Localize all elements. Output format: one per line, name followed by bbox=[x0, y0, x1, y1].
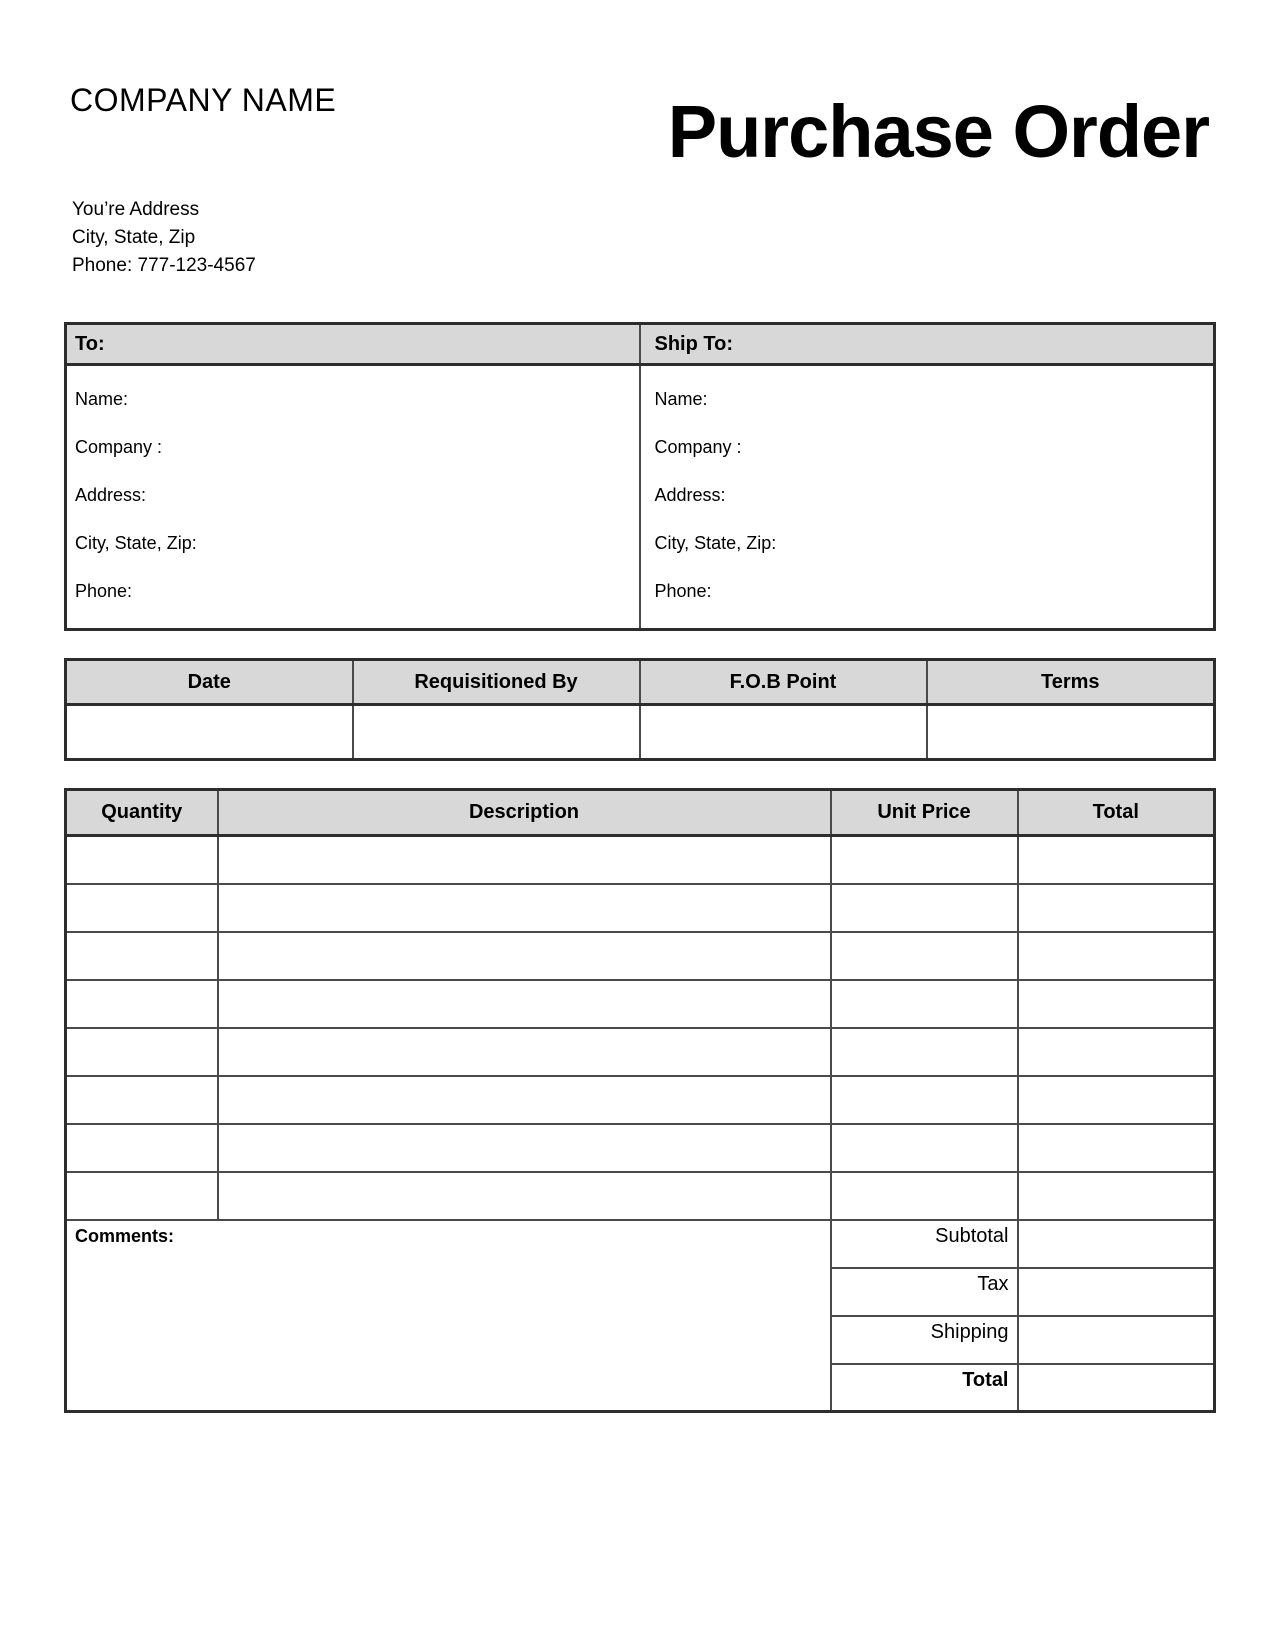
quantity-cell bbox=[66, 980, 218, 1028]
company-name: COMPANY NAME bbox=[70, 82, 337, 118]
unit-price-cell bbox=[831, 836, 1018, 884]
ship-to-company-label: Company : bbox=[654, 437, 742, 457]
order-info-header-row bbox=[66, 660, 1215, 705]
item-row bbox=[66, 932, 1215, 980]
quantity-cell bbox=[66, 1076, 218, 1124]
total-cell bbox=[1018, 980, 1215, 1028]
item-row bbox=[66, 884, 1215, 932]
item-row bbox=[66, 1028, 1215, 1076]
order-info-value-row bbox=[66, 705, 1215, 760]
quantity-cell bbox=[66, 884, 218, 932]
item-row bbox=[66, 1172, 1215, 1220]
requisitioned-by-value-cell bbox=[353, 705, 640, 760]
description-cell bbox=[218, 1172, 831, 1220]
to-phone-label: Phone: bbox=[75, 581, 133, 601]
description-cell bbox=[218, 884, 831, 932]
quantity-header: Quantity bbox=[66, 790, 218, 836]
unit-price-cell bbox=[831, 1076, 1018, 1124]
document-title: Purchase Order bbox=[667, 90, 1209, 173]
unit-price-cell bbox=[831, 1028, 1018, 1076]
total-cell bbox=[1018, 1028, 1215, 1076]
to-section-header: To: bbox=[66, 324, 640, 365]
ship-to-address-label: Address: bbox=[654, 485, 726, 505]
company-address-block bbox=[72, 196, 256, 280]
total-cell bbox=[1018, 1124, 1215, 1172]
grand-total-label: Total bbox=[831, 1364, 1018, 1412]
unit-price-cell bbox=[831, 932, 1018, 980]
to-ship-to-body-row bbox=[66, 365, 1215, 630]
terms-value-cell bbox=[927, 705, 1215, 760]
total-header: Total bbox=[1018, 790, 1215, 836]
quantity-cell bbox=[66, 1172, 218, 1220]
quantity-cell bbox=[66, 1124, 218, 1172]
order-info-table bbox=[64, 658, 1216, 761]
to-ship-to-table bbox=[64, 322, 1216, 631]
tax-value-cell bbox=[1018, 1268, 1215, 1316]
description-header: Description bbox=[218, 790, 831, 836]
to-ship-to-header-row bbox=[66, 324, 1215, 365]
requisitioned-by-header: Requisitioned By bbox=[353, 660, 640, 705]
shipping-value-cell bbox=[1018, 1316, 1215, 1364]
ship-to-city-state-zip-label: City, State, Zip: bbox=[654, 533, 777, 553]
item-row bbox=[66, 980, 1215, 1028]
description-cell bbox=[218, 1076, 831, 1124]
unit-price-cell bbox=[831, 1172, 1018, 1220]
subtotal-label: Subtotal bbox=[831, 1220, 1018, 1268]
ship-to-name-label: Name: bbox=[654, 389, 708, 409]
company-address-line: You’re Address bbox=[72, 199, 200, 220]
item-row bbox=[66, 1076, 1215, 1124]
fob-point-value-cell bbox=[640, 705, 927, 760]
quantity-cell bbox=[66, 1028, 218, 1076]
to-address-label: Address: bbox=[75, 485, 147, 505]
unit-price-cell bbox=[831, 1124, 1018, 1172]
subtotal-value-cell bbox=[1018, 1220, 1215, 1268]
total-cell bbox=[1018, 884, 1215, 932]
description-cell bbox=[218, 932, 831, 980]
description-cell bbox=[218, 1028, 831, 1076]
unit-price-header: Unit Price bbox=[831, 790, 1018, 836]
grand-total-value-cell bbox=[1018, 1364, 1215, 1412]
items-header-row bbox=[66, 790, 1215, 836]
company-address-line: City, State, Zip bbox=[72, 227, 196, 248]
to-company-label: Company : bbox=[75, 437, 163, 457]
summary-row-subtotal bbox=[66, 1220, 1215, 1268]
ship-to-phone-label: Phone: bbox=[654, 581, 712, 601]
date-value-cell bbox=[66, 705, 353, 760]
date-header: Date bbox=[66, 660, 353, 705]
description-cell bbox=[218, 1124, 831, 1172]
total-cell bbox=[1018, 836, 1215, 884]
description-cell bbox=[218, 836, 831, 884]
to-name-label: Name: bbox=[75, 389, 129, 409]
item-row bbox=[66, 836, 1215, 884]
comments-cell bbox=[66, 1220, 831, 1412]
total-cell bbox=[1018, 1076, 1215, 1124]
total-cell bbox=[1018, 1172, 1215, 1220]
to-city-state-zip-label: City, State, Zip: bbox=[75, 533, 197, 553]
ship-to-fields-cell bbox=[640, 365, 1215, 630]
terms-header: Terms bbox=[927, 660, 1215, 705]
quantity-cell bbox=[66, 836, 218, 884]
total-cell bbox=[1018, 932, 1215, 980]
line-items-table bbox=[64, 788, 1216, 1413]
unit-price-cell bbox=[831, 980, 1018, 1028]
company-phone-line: Phone: 777-123-4567 bbox=[72, 255, 256, 276]
unit-price-cell bbox=[831, 884, 1018, 932]
tax-label: Tax bbox=[831, 1268, 1018, 1316]
quantity-cell bbox=[66, 932, 218, 980]
comments-label: Comments: bbox=[75, 1225, 175, 1246]
shipping-label: Shipping bbox=[831, 1316, 1018, 1364]
ship-to-section-header: Ship To: bbox=[640, 324, 1215, 365]
item-row bbox=[66, 1124, 1215, 1172]
fob-point-header: F.O.B Point bbox=[640, 660, 927, 705]
description-cell bbox=[218, 980, 831, 1028]
to-fields-cell bbox=[66, 365, 640, 630]
